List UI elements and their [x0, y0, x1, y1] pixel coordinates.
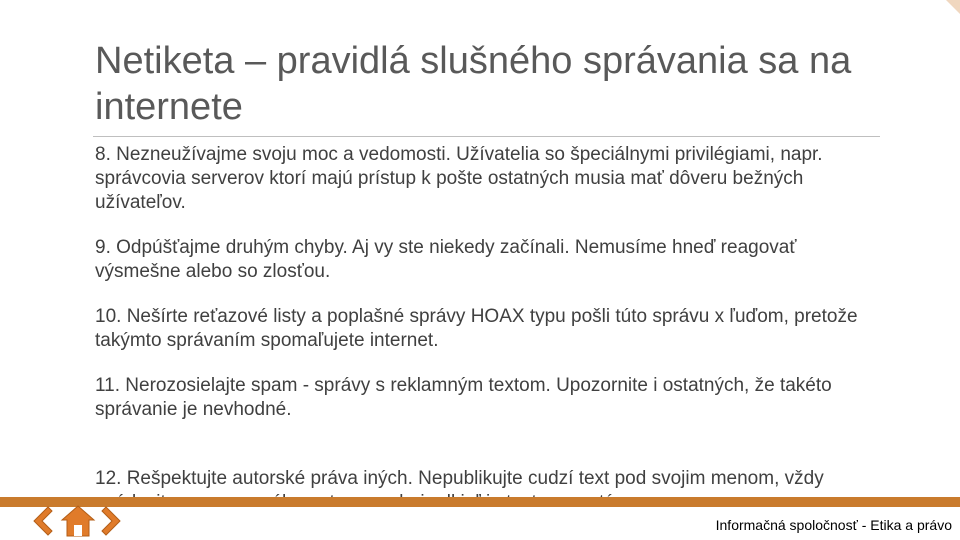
- rule-paragraph-9: 9. Odpúšťajme druhým chyby. Aj vy ste niekedy začínali. Nemusíme hneď reagovať výsmešne alebo so zlosťou.: [95, 237, 797, 282]
- corner-decoration: [930, 0, 960, 30]
- title-divider: [93, 136, 880, 137]
- chevron-right-icon[interactable]: [98, 504, 128, 538]
- rule-paragraph-10: 10. Nešírte reťazové listy a poplašné správy HOAX typu pošli túto správu x ľuďom, pretože takýmto správaním spomaľujete internet.: [95, 306, 858, 351]
- rule-paragraph-8: 8. Nezneužívajme svoju moc a vedomosti. Užívatelia so špeciálnymi privilégiami, napr. správcovia serverov ktorí majú prístup k pošte ostatných musia mať dôveru bežných užívateľov.: [95, 144, 823, 213]
- navigation-controls: [26, 504, 136, 538]
- rule-paragraph-12: 12. Rešpektujte autorské práva iných. Nepublikujte cudzí text pod svojim menom, vždy: [95, 468, 824, 489]
- home-icon[interactable]: [60, 504, 96, 538]
- slide-title: Netiketa – pravidlá slušného správania sa na internete: [95, 40, 852, 128]
- chevron-left-icon[interactable]: [26, 504, 56, 538]
- rule-paragraph-11: 11. Nerozosielajte spam - správy s reklamným textom. Upozornite i ostatných, že takéto správanie je nevhodné.: [95, 375, 832, 420]
- footer-accent-bar: [0, 497, 960, 507]
- footer-label: Informačná spoločnosť - Etika a právo: [715, 517, 952, 533]
